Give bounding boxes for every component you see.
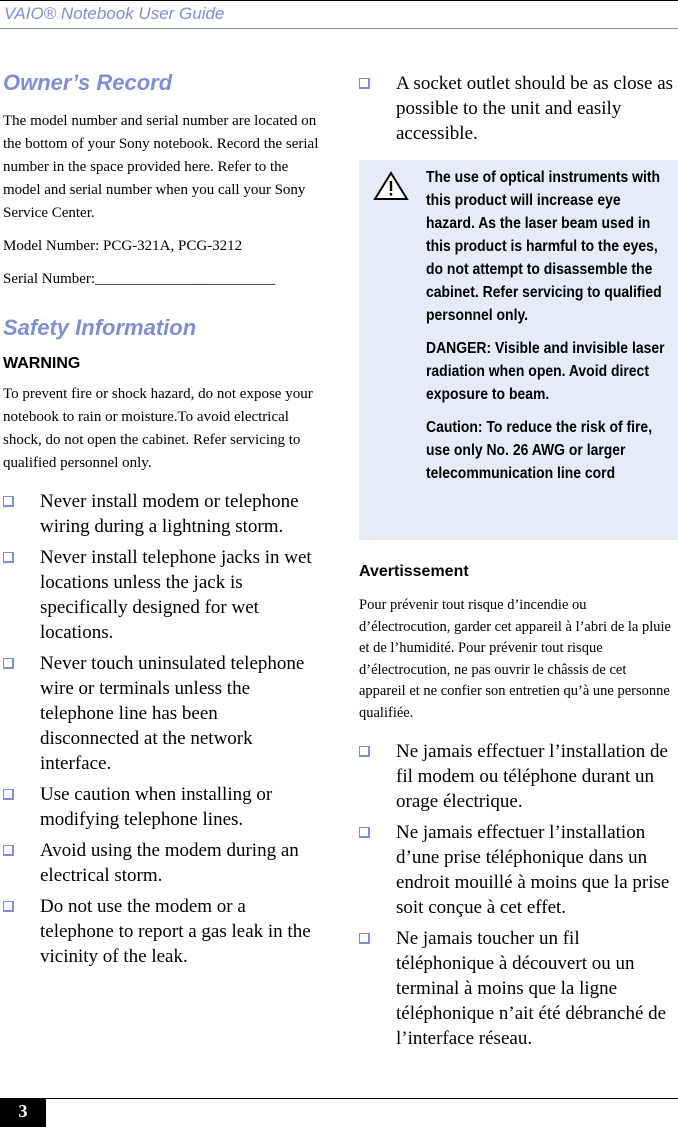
- document-title: VAIO® Notebook User Guide: [4, 4, 225, 23]
- checkbox-bullet-icon: [359, 933, 370, 944]
- checkbox-bullet-icon: [3, 658, 14, 669]
- caution-paragraph: Caution: To reduce the risk of fire, use only No. 26 AWG or larger telecommunication line cord: [426, 419, 653, 482]
- list-item: Never install modem or telephone wiring during a lightning storm.: [3, 489, 321, 539]
- list-item: Never touch uninsulated telephone wire or terminals unless the telephone line has been disconnected at the network interface.: [3, 651, 321, 776]
- list-item: Ne jamais effectuer l’installation de fil modem ou téléphone durant un orage électrique.: [359, 739, 675, 814]
- warning-heading: WARNING: [3, 355, 81, 372]
- checkbox-bullet-icon: [3, 789, 14, 800]
- checkbox-bullet-icon: [359, 827, 370, 838]
- safety-list: [3, 489, 321, 969]
- checkbox-bullet-icon: [3, 901, 14, 912]
- page-number: 3: [0, 1098, 46, 1127]
- list-item: Avoid using the modem during an electrical storm.: [3, 838, 321, 888]
- danger-paragraph: DANGER: Visible and invisible laser radiation when open. Avoid direct exposure to beam.: [426, 340, 665, 403]
- checkbox-bullet-icon: [3, 496, 14, 507]
- avertissement-list: [359, 739, 675, 1051]
- list-item: Never install telephone jacks in wet locations unless the jack is specifically designed for wet locations.: [3, 545, 321, 645]
- list-item: Ne jamais effectuer l’installation d’une prise téléphonique dans un endroit mouillé à moins que la prise soit conçue à cet effet.: [359, 820, 675, 920]
- serial-number-line: Serial Number:________________________: [3, 271, 276, 287]
- right-column: [359, 68, 675, 146]
- model-number-line: Model Number: PCG-321A, PCG-3212: [3, 238, 243, 254]
- laser-warning-paragraph: The use of optical instruments with this product will increase eye hazard. As the laser beam used in this product is harmful to the eyes, do not attempt to disassemble the cabinet. Refer servicing to qualified personnel only.: [426, 169, 662, 324]
- warning-triangle-icon: [373, 170, 409, 202]
- avertissement-text: Pour prévenir tout risque d’incendie ou d’électrocution, garder cet appareil à l’abri de la pluie et de l’humidité. Pour prévenir tout risque d’électrocution, ne pas ouvrir le châssis de cet appareil et ne confier son entretien qu’à une personne qualifiée.: [359, 597, 671, 721]
- checkbox-bullet-icon: [3, 845, 14, 856]
- header-bottom-rule: [0, 28, 678, 29]
- header-top-rule: [0, 0, 678, 1]
- socket-list: [359, 71, 675, 146]
- checkbox-bullet-icon: [359, 746, 370, 757]
- warning-box-text: [426, 166, 671, 495]
- list-item: Use caution when installing or modifying telephone lines.: [3, 782, 321, 832]
- list-item: A socket outlet should be as close as possible to the unit and easily accessible.: [359, 71, 675, 146]
- owners-record-heading: Owner’s Record: [3, 70, 173, 95]
- owners-record-intro: The model number and serial number are located on the bottom of your Sony notebook. Record the serial number in the space provided here. Refer to the model and serial number when you call your Sony Service Center.: [3, 113, 319, 221]
- avertissement-heading: Avertissement: [359, 563, 469, 580]
- right-column-lower: [359, 563, 675, 1051]
- safety-heading: Safety Information: [3, 315, 197, 340]
- list-item: Ne jamais toucher un fil téléphonique à découvert ou un terminal à moins que la ligne téléphonique n’ait été débranché de l’interface réseau.: [359, 926, 675, 1051]
- footer-rule: [0, 1098, 678, 1099]
- left-column: [3, 68, 321, 969]
- list-item: Do not use the modem or a telephone to report a gas leak in the vicinity of the leak.: [3, 894, 321, 969]
- laser-warning-box: [359, 160, 678, 540]
- checkbox-bullet-icon: [3, 552, 14, 563]
- checkbox-bullet-icon: [359, 78, 370, 89]
- warning-text: To prevent fire or shock hazard, do not expose your notebook to rain or moisture.To avoid electrical shock, do not open the cabinet. Refer servicing to qualified personnel only.: [3, 386, 313, 471]
